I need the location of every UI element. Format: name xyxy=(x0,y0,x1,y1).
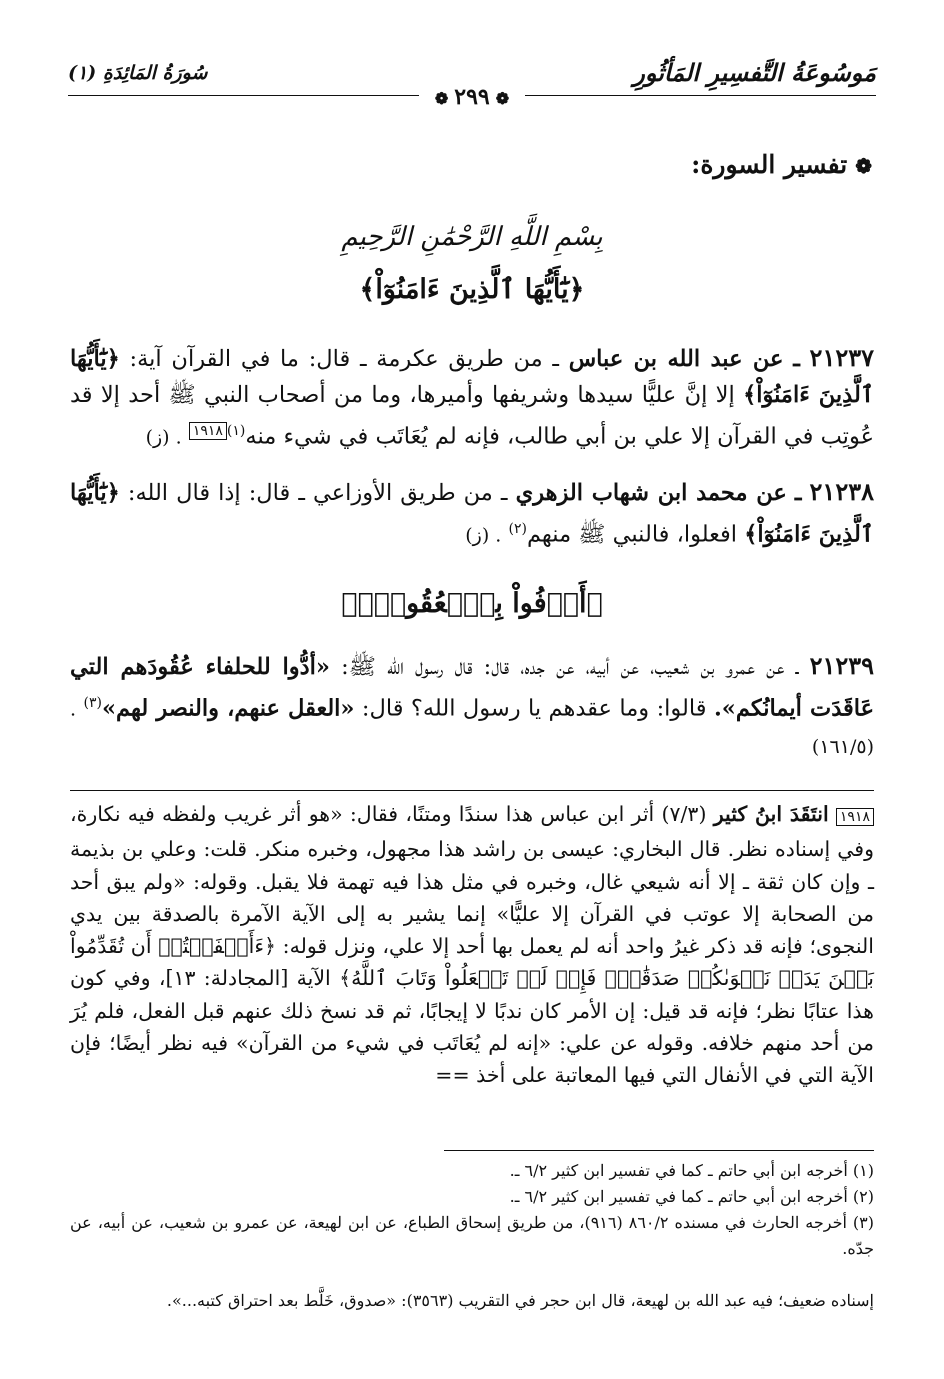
entry-code: . (١٦١/٥) xyxy=(70,698,874,758)
entry-number: ٢١٢٣٩ xyxy=(809,651,875,680)
entry-text-b: إلا إنَّ عليًّا سيدها وشريفها وأميرها، وما من أصحاب النبي ﷺ أحد إلا قد عُوتِب في القرآن إلا علي بن أبي طالب، فإنه لم يُعَاتَب في شيء منه xyxy=(70,382,874,450)
footnote-ref: (٣) xyxy=(83,695,102,711)
entry-number: ٢١٢٣٧ xyxy=(809,343,874,372)
footnote-1: (١) أخرجه ابن أبي حاتم ـ كما في تفسير ابن كثير ٦/٢ ـ. xyxy=(509,1161,874,1180)
entry-text-b: قالوا: وما عقدهم يا رسول الله؟ قال: xyxy=(361,695,707,722)
entry-narrator: عن محمد ابن شهاب الزهري xyxy=(515,480,787,506)
entry-text-a: ـ من طريق عكرمة ـ قال: ما في القرآن آية: xyxy=(129,346,559,372)
hadith-text-1: «أدُّوا للحلفاء عُقُودَهم التي عَاقَدَت أيمانُكم». xyxy=(70,654,875,722)
entry-number: ٢١٢٣٨ xyxy=(809,477,874,506)
surah-name: سُورَةُ المَائِدَةِ (١) xyxy=(68,62,208,84)
page-number-row xyxy=(0,84,944,110)
section-title xyxy=(691,150,872,179)
commentary-number: ١٩١٨ xyxy=(836,808,874,826)
commentary-rule xyxy=(70,790,874,791)
ornament-icon: ❁ xyxy=(434,89,449,108)
hadith-text-2: «العقل عنهم، والنصر لهم» xyxy=(101,695,355,722)
ornament-icon: ❁ xyxy=(495,89,510,108)
footnote-ref: (٢) xyxy=(508,521,527,537)
section-title-text: تفسير السورة: xyxy=(691,150,848,179)
commentary-critic: انتَقَدَ ابنُ كثير xyxy=(713,802,829,826)
verse-heading-2: ﴿أَوۡفُواْ بِٱلۡعُقُودِۚ﴾ xyxy=(341,588,603,619)
commentary-block xyxy=(70,798,874,1092)
entry-21238: ٢١٢٣٨ ـ عن محمد ابن شهاب الزهري ـ من طريق الأوزاعي ـ قال: إذا قال الله: ﴿يَٰٓأَيُّهَا ٱلَّذِينَ ءَامَنُوٓاْ﴾ افعلوا، فالنبي ﷺ منهم$^{(٢)}$ . (ز) xyxy=(70,477,874,548)
footnote-2: (٢) أخرجه ابن أبي حاتم ـ كما في تفسير ابن كثير ٦/٢ ـ. xyxy=(509,1187,874,1206)
footnote-ref: (١) xyxy=(226,423,246,439)
commentary-text: (٧/٣) أثر ابن عباس هذا سندًا ومتنًا، فقال: «هو أثر غريب ولفظه فيه نكارة، وفي إسناده نظر. قال البخاري: عيسى بن راشد هذا مجهول، وخبره منكر. قلت: وعلي بن بذيمة ـ وإن كان ثقة ـ إلا أنه شيعي غال، وخبره في مثل هذا فيه تهمة فلا يقبل. وقوله: «ولم يبق أحد من الصحابة إلا عوتب في القرآن إلا عليًّا» إنما يشير به إلى الآية الآمرة بالصدقة بين يدي النجوى؛ فإنه قد ذكر غيرُ واحد أنه لم يعمل بها أحد إلا علي، ونزل قوله: ﴿ءَأَشۡفَقۡتُمۡ أَن تُقَدِّمُواْ بَيۡنَ يَدَيۡ نَجۡوَىٰكُمۡ صَدَقَٰتٖۚ فَإِذۡ لَمۡ تَفۡعَلُواْ وَتَابَ ٱللَّهُ﴾ الآية [المجادلة: ١٣]، وفي كون هذا عتابًا نظر؛ فإنه قد قيل: إن الأمر كان ندبًا لا إيجابًا، ثم قد نسخ ذلك عنهم قبل الفعل، فلم يُرَ من أحد منهم خلافه. وقوله عن علي: «إنه لم يُعَاتَب في شيء من القرآن» فيه نظر أيضًا؛ فإن الآية التي في الأنفال التي فيها المعاتبة على أخذ == xyxy=(70,802,874,1088)
entry-code: . (ز) xyxy=(145,426,182,449)
series-title: مَوسُوعَةُ التَّفسِيرِ المَأثُورِ xyxy=(633,58,876,87)
entry-text-a: ـ عن عمرو بن شعيب، عن أبيه، عن جده، قال: قال رسول الله ﷺ: xyxy=(341,654,799,680)
entry-quote: ﴿يَٰٓأَيُّهَا ٱلَّذِينَ ءَامَنُوٓاْ﴾ xyxy=(70,480,874,548)
footnote-rule xyxy=(444,1150,874,1151)
entry-narrator: عن عبد الله بن عباس xyxy=(568,346,784,372)
entry-text-a: ـ من طريق الأوزاعي ـ قال: إذا قال الله: xyxy=(127,480,508,506)
entry-code: . (ز) xyxy=(465,524,502,547)
commentary-ref: ١٩١٨ xyxy=(189,422,227,440)
footnote-3: (٣) أخرجه الحارث في مسنده ٨٦٠/٢ (٩١٦)، من طريق إسحاق الطباع، عن ابن لهيعة، عن عمرو بن شعيب، عن أبيه، عن جدّه. xyxy=(70,1213,874,1258)
basmala: بِسْمِ اللَّهِ الرَّحْمَٰنِ الرَّحِيمِ xyxy=(341,222,603,252)
verse-heading-1: ﴿يَٰٓأَيُّهَا ٱلَّذِينَ ءَامَنُوٓاْ﴾ xyxy=(359,274,585,305)
footnote-3-continued: إسناده ضعيف؛ فيه عبد الله بن لهيعة، قال ابن حجر في التقريب (٣٥٦٣): «صدوق، خَلَّط بعد احتراق كتبه...». xyxy=(166,1291,874,1310)
entry-21237: ٢١٢٣٧ ـ عن عبد الله بن عباس ـ من طريق عكرمة ـ قال: ما في القرآن آية: ﴿يَٰٓأَيُّهَا ٱلَّذِينَ ءَامَنُوٓاْ﴾ إلا إنَّ عليًّا سيدها وشريفها وأميرها، وما من أصحاب النبي ﷺ أحد إلا قد عُوتِب في القرآن إلا علي بن أبي طالب، فإنه لم يُعَاتَب في شيء منه$^{(١)١٩١٨}$ . (ز) xyxy=(70,343,875,450)
page-number-value: ٢٩٩ xyxy=(454,84,490,110)
flower-marker-icon: ❁ xyxy=(855,154,872,178)
entry-quote: ﴿يَٰٓأَيُّهَا ٱلَّذِينَ ءَامَنُوٓاْ﴾ xyxy=(70,346,875,408)
entry-text-b: افعلوا، فالنبي ﷺ منهم xyxy=(526,521,738,548)
entry-21239 xyxy=(70,648,874,765)
page-number xyxy=(419,84,525,110)
